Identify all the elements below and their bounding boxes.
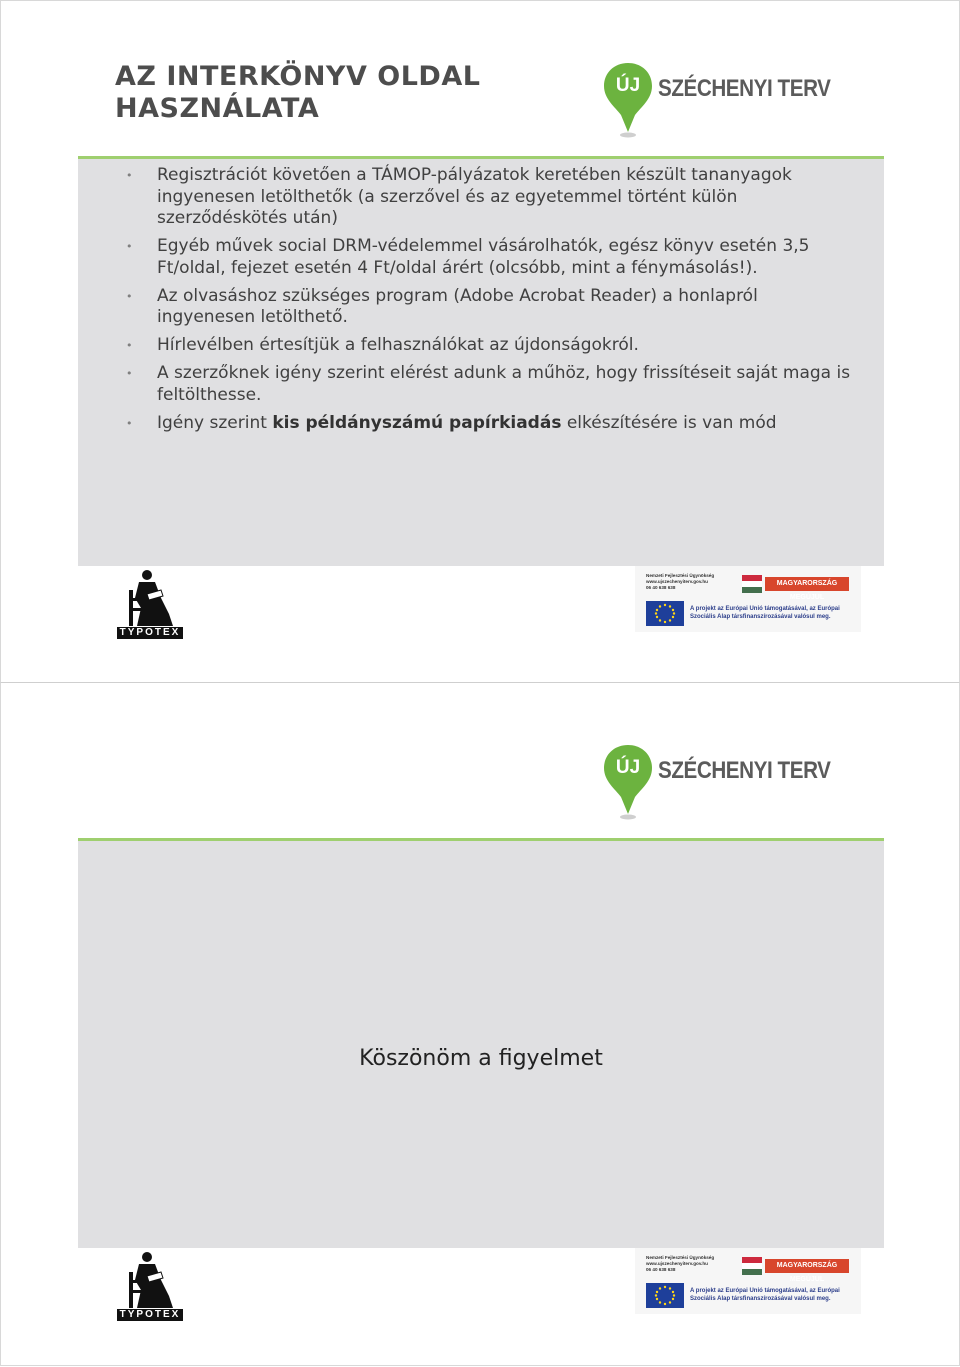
reader-figure-icon (117, 1250, 183, 1310)
bullet-item: • Regisztrációt követően a TÁMOP-pályázatok keretében készült tananyagok ingyenesen letölthetők (a szerzővel és az egyetemmel történt külön szerződéskötés után) (157, 165, 854, 230)
bullet-bold: kis példányszámú papírkiadás (272, 412, 562, 433)
funding-banner (635, 566, 861, 632)
brand-name: SZÉCHENYI TERV (658, 75, 831, 102)
brand-name: SZÉCHENYI TERV (658, 757, 831, 784)
thank-you-text: Köszönöm a figyelmet (359, 1046, 603, 1071)
slide-title: AZ INTERKÖNYV OLDAL HASZNÁLATA (115, 61, 481, 124)
bullet-suffix: elkészítésére is van mód (561, 412, 777, 433)
typotex-label: TYPOTEX (117, 1309, 183, 1321)
map-pin-icon (601, 743, 655, 821)
agency-info (646, 1255, 714, 1273)
agency-phone: 06 40 638 638 (646, 1267, 676, 1272)
bullet-list (78, 159, 884, 434)
szechenyi-terv-logo (601, 61, 851, 139)
typotex-logo (117, 1250, 185, 1324)
magyarorszag-megujul-badge: MAGYARORSZÁG MEGÚJUL (765, 1259, 849, 1273)
eu-funding-text: A projekt az Európai Unió támogatásával, az Európai Szociális Alap társfinanszírozásával valósul meg. (690, 606, 840, 620)
agency-info (646, 573, 714, 591)
reader-figure-icon (117, 568, 183, 628)
hungarian-flag-icon (742, 575, 762, 593)
uj-label: ÚJ (615, 75, 641, 96)
agency-url: www.ujszechenyiterv.gov.hu (646, 1261, 708, 1266)
bullet-prefix: Igény szerint (157, 412, 273, 433)
bullet-item: • Hírlevélben értesítjük a felhasználókat az újdonságokról. (157, 335, 854, 357)
agency-name: Nemzeti Fejlesztési Ügynökség (646, 573, 715, 578)
magyarorszag-megujul-badge: MAGYARORSZÁG MEGÚJUL (765, 577, 849, 591)
funding-banner (635, 1248, 861, 1314)
content-panel (78, 156, 884, 566)
eu-flag-icon (646, 1283, 684, 1308)
bullet-item: • Az olvasáshoz szükséges program (Adobe Acrobat Reader) a honlapról ingyenesen letölthető. (157, 286, 854, 329)
slide-2 (0, 683, 960, 1366)
agency-phone: 06 40 638 638 (646, 585, 676, 590)
szechenyi-terv-logo (601, 743, 851, 821)
uj-label: ÚJ (615, 757, 641, 778)
hungarian-flag-icon (742, 1257, 762, 1275)
bullet-item: • Egyéb művek social DRM-védelemmel vásárolhatók, egész könyv esetén 3,5 Ft/oldal, fejezet esetén 4 Ft/oldal árért (olcsóbb, mint a fénymásolás!). (157, 236, 854, 279)
agency-name: Nemzeti Fejlesztési Ügynökség (646, 1255, 715, 1260)
slide-1 (0, 0, 960, 683)
eu-funding-text: A projekt az Európai Unió támogatásával, az Európai Szociális Alap társfinanszírozásával valósul meg. (690, 1288, 840, 1302)
typotex-logo (117, 568, 185, 642)
bullet-item: • A szerzőknek igény szerint elérést adunk a műhöz, hogy frissítéseit saját maga is feltölthesse. (157, 363, 854, 406)
typotex-label: TYPOTEX (117, 627, 183, 639)
agency-url: www.ujszechenyiterv.gov.hu (646, 579, 708, 584)
bullet-item (157, 413, 854, 435)
content-panel (78, 838, 884, 1248)
eu-flag-icon (646, 601, 684, 626)
map-pin-icon (601, 61, 655, 139)
